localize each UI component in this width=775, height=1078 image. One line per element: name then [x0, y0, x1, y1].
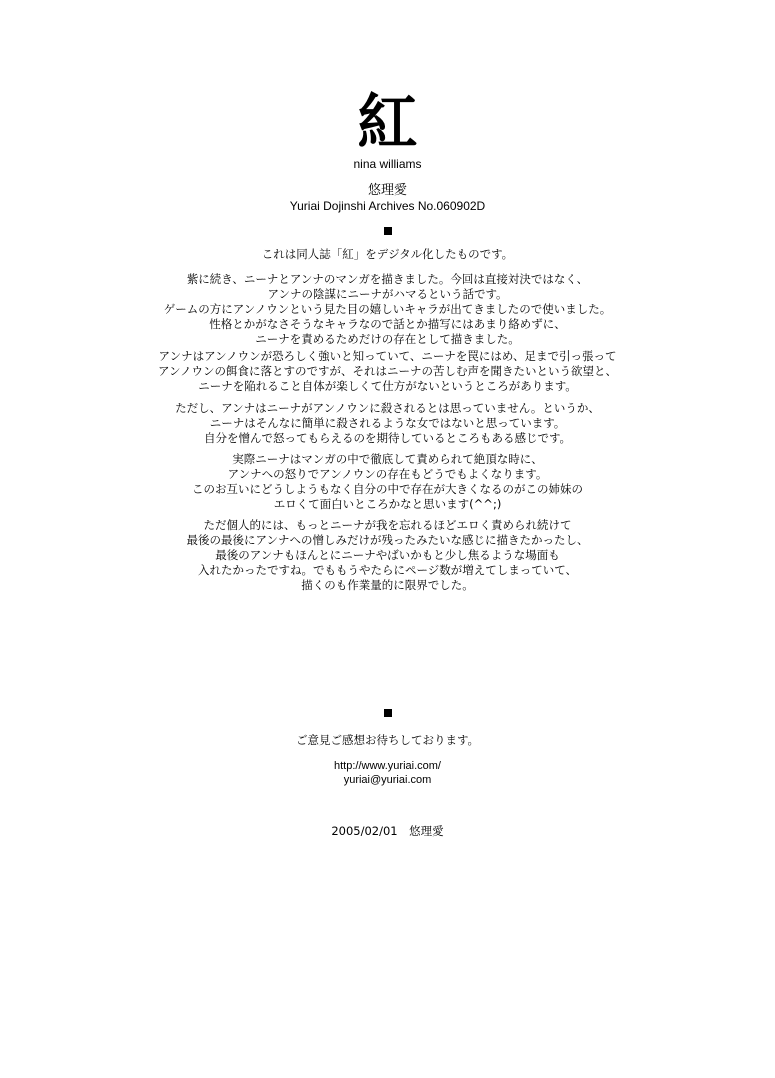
paragraph-line: ただし、アンナはニーナがアンノウンに殺されるとは思っていません。というか、 — [175, 401, 600, 415]
paragraph-line: エロくて面白いところかなと思います(^^;) — [273, 497, 502, 511]
paragraph-line: 入れたかったですね。でももうやたらにページ数が増えてしまっていて、 — [197, 563, 578, 577]
date-signature: 2005/02/01 悠理愛 — [331, 824, 444, 838]
paragraph-line: アンナはアンノウンが恐ろしく強いと知っていて、ニーナを罠にはめ、足まで引っ張って — [158, 349, 617, 363]
paragraph-line: アンナへの怒りでアンノウンの存在もどうでもよくなります。 — [227, 467, 548, 481]
paragraph — [0, 272, 775, 347]
contact-email: yuriai@yuriai.com — [343, 774, 432, 786]
paragraph-line: アンノウンの餌食に落とすのですが、それはニーナの苦しむ声を聞きたいという欲望と、 — [157, 364, 618, 378]
paragraph — [0, 401, 775, 446]
paragraph-line: アンナの陰謀にニーナがハマるという話です。 — [267, 287, 508, 301]
paragraph-line: 最後の最後にアンナへの憎しみだけが残ったみたいな感じに描きたかったし、 — [186, 533, 589, 547]
website-url: http://www.yuriai.com/ — [334, 760, 441, 772]
author-name: 悠理愛 — [367, 183, 407, 198]
paragraph — [0, 518, 775, 593]
closing-message: ご意見ご感想お待ちしております。 — [295, 733, 480, 747]
paragraph-line: このお互いにどうしようもなく自分の中で存在が大きくなるのがこの姉妹の — [192, 482, 583, 496]
paragraph — [0, 349, 775, 394]
paragraph-line: ただ個人的には、もっとニーナが我を忘れるほどエロく責められ続けて — [203, 518, 572, 532]
section-divider-square — [384, 709, 392, 717]
section-divider-square — [384, 227, 392, 235]
paragraph-line: ニーナはそんなに簡単に殺されるような女ではないと思っています。 — [209, 416, 566, 430]
paragraph-line: 自分を憎んで怒ってもらえるのを期待しているところもある感じです。 — [203, 431, 572, 445]
archive-id: Yuriai Dojinshi Archives No.060902D — [289, 199, 486, 213]
paragraph-line: 最後のアンナもほんとにニーナやばいかもと少し焦るような場面も — [215, 548, 560, 562]
paragraph-line: 実際ニーナはマンガの中で徹底して責められて絶頂な時に、 — [232, 452, 543, 466]
paragraph-line: 性格とかがなさそうなキャラなので話とか描写にはあまり絡めずに、 — [209, 317, 566, 331]
page-title: 紅 — [357, 88, 418, 158]
paragraph — [0, 452, 775, 512]
paragraph-line: ゲームの方にアンノウンという見た目の嬉しいキャラが出てきましたので使いました。 — [163, 302, 612, 316]
paragraph-line: ニーナを陥れること自体が楽しくて仕方がないというところがあります。 — [198, 379, 577, 393]
intro-text: これは同人誌「紅」をデジタル化したものです。 — [261, 247, 514, 261]
paragraph-line: ニーナを責めるためだけの存在として描きました。 — [255, 332, 520, 346]
character-name: nina williams — [353, 157, 422, 171]
paragraph-line: 紫に続き、ニーナとアンナのマンガを描きました。今回は直接対決ではなく、 — [186, 272, 589, 286]
paragraph-line: 描くのも作業量的に限界でした。 — [301, 578, 474, 592]
